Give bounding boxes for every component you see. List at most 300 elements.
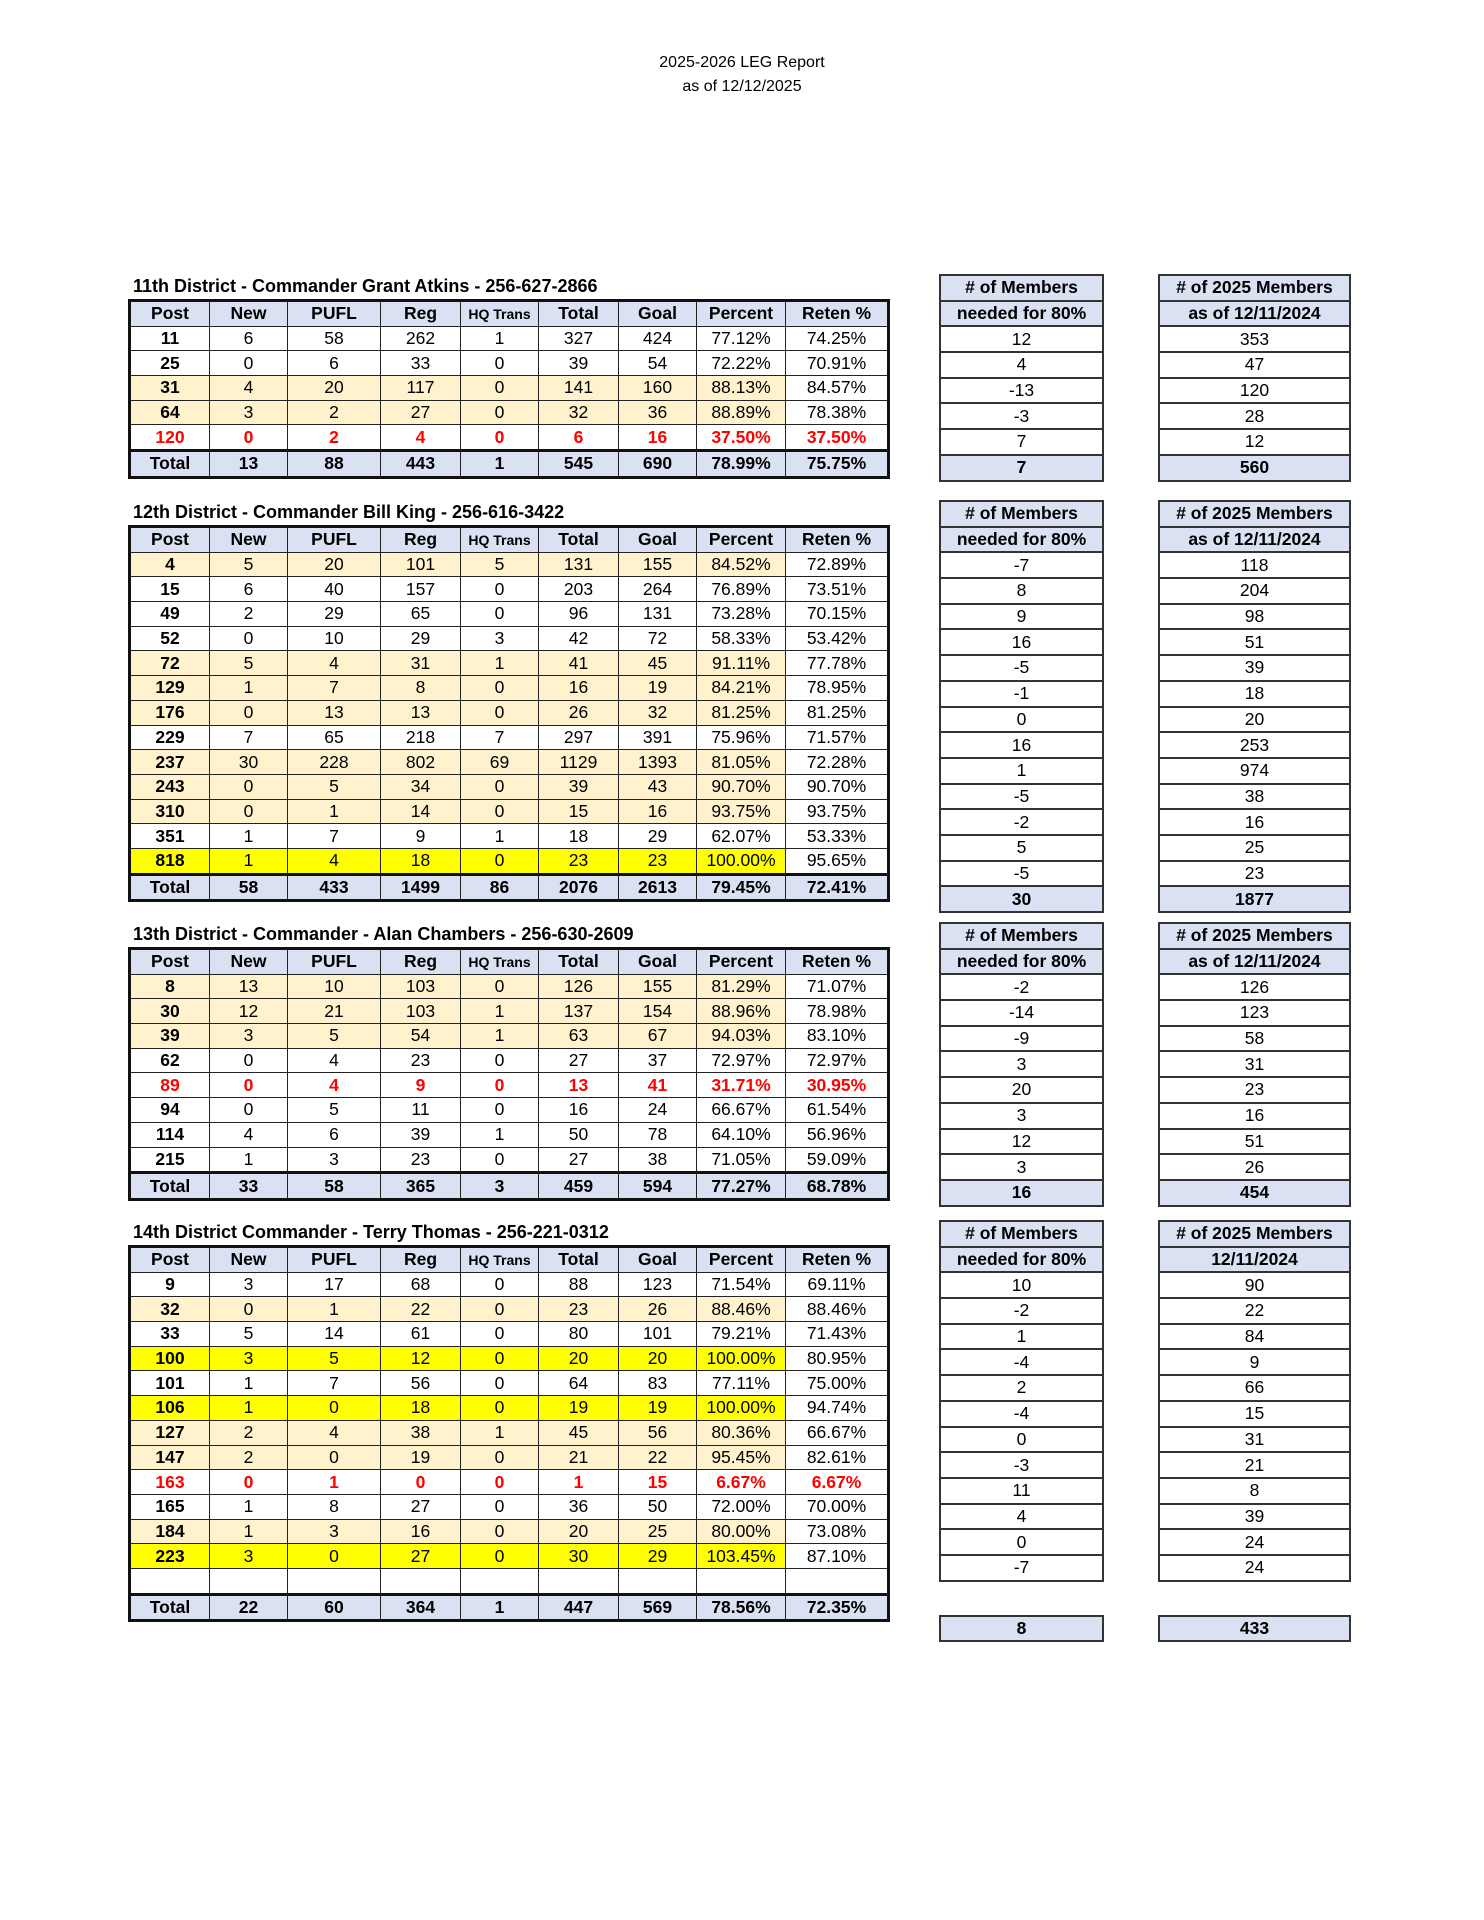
cell-reten: 95.65% bbox=[786, 848, 889, 874]
column-header-pufl: PUFL bbox=[288, 301, 381, 327]
members-value: 16 bbox=[1159, 809, 1350, 835]
cell-total: 137 bbox=[539, 999, 619, 1024]
table-row bbox=[130, 774, 889, 799]
cell-hq-trans: 0 bbox=[461, 799, 539, 824]
members-value: 8 bbox=[1159, 1478, 1350, 1504]
total-reg: 1499 bbox=[381, 874, 461, 901]
cell-new: 3 bbox=[210, 400, 288, 425]
table-row bbox=[130, 1322, 889, 1347]
members-value: 58 bbox=[1159, 1026, 1350, 1052]
side-row bbox=[940, 1272, 1103, 1298]
members-header-line1: # of 2025 Members bbox=[1159, 275, 1350, 301]
cell-reten: 83.10% bbox=[786, 1024, 889, 1049]
cell-percent: 100.00% bbox=[697, 1396, 786, 1421]
cell-reg: 12 bbox=[381, 1346, 461, 1371]
column-header-total: Total bbox=[539, 949, 619, 975]
cell-post: 229 bbox=[130, 725, 210, 750]
needed-value: -5 bbox=[940, 655, 1103, 681]
district-table bbox=[128, 1245, 890, 1622]
side-row bbox=[1159, 835, 1350, 861]
side-row bbox=[1159, 861, 1350, 887]
cell-percent: 81.05% bbox=[697, 750, 786, 775]
cell-reten: 77.78% bbox=[786, 651, 889, 676]
side-total-row bbox=[1159, 1180, 1350, 1206]
total-goal: 2613 bbox=[619, 874, 697, 901]
cell-post: 4 bbox=[130, 552, 210, 577]
cell-post: 127 bbox=[130, 1420, 210, 1445]
table-row bbox=[130, 676, 889, 701]
side-row bbox=[1159, 1349, 1350, 1375]
cell-reg: 9 bbox=[381, 1073, 461, 1098]
side-row bbox=[940, 1129, 1103, 1155]
column-header-new: New bbox=[210, 1247, 288, 1273]
table-row bbox=[130, 999, 889, 1024]
members-header-line1: # of 2025 Members bbox=[1159, 1221, 1350, 1247]
side-header-row bbox=[940, 301, 1103, 327]
cell-reten: 61.54% bbox=[786, 1098, 889, 1123]
cell-reg: 27 bbox=[381, 1544, 461, 1569]
cell-post: 32 bbox=[130, 1297, 210, 1322]
members-header-line2: as of 12/11/2024 bbox=[1159, 527, 1350, 553]
cell-goal: 15 bbox=[619, 1470, 697, 1495]
total-percent: 78.99% bbox=[697, 451, 786, 478]
total-reg: 365 bbox=[381, 1173, 461, 1200]
side-row bbox=[1159, 1427, 1350, 1453]
cell-hq-trans: 0 bbox=[461, 676, 539, 701]
total-hq-trans: 3 bbox=[461, 1173, 539, 1200]
cell-post: 39 bbox=[130, 1024, 210, 1049]
total-post: Total bbox=[130, 1173, 210, 1200]
empty-cell bbox=[288, 1568, 381, 1594]
side-row bbox=[1159, 974, 1350, 1000]
total-new: 13 bbox=[210, 451, 288, 478]
side-header-row bbox=[1159, 1247, 1350, 1273]
members-value: 31 bbox=[1159, 1427, 1350, 1453]
total-pufl: 60 bbox=[288, 1594, 381, 1621]
cell-new: 0 bbox=[210, 351, 288, 376]
needed-header-line1: # of Members bbox=[940, 275, 1103, 301]
side-row bbox=[940, 604, 1103, 630]
cell-total: 27 bbox=[539, 1048, 619, 1073]
cell-goal: 19 bbox=[619, 676, 697, 701]
side-row bbox=[1159, 604, 1350, 630]
cell-new: 6 bbox=[210, 326, 288, 351]
cell-pufl: 5 bbox=[288, 1098, 381, 1123]
blank-row bbox=[130, 1568, 889, 1594]
table-row bbox=[130, 1445, 889, 1470]
total-reg: 364 bbox=[381, 1594, 461, 1621]
cell-goal: 67 bbox=[619, 1024, 697, 1049]
members-table bbox=[1158, 274, 1351, 482]
cell-reg: 23 bbox=[381, 1048, 461, 1073]
column-header-new: New bbox=[210, 949, 288, 975]
needed-value: 0 bbox=[940, 1529, 1103, 1555]
table-row bbox=[130, 400, 889, 425]
empty-cell bbox=[381, 1568, 461, 1594]
cell-total: 6 bbox=[539, 425, 619, 451]
side-row bbox=[1159, 809, 1350, 835]
cell-total: 39 bbox=[539, 774, 619, 799]
cell-pufl: 3 bbox=[288, 1147, 381, 1173]
total-reten: 72.41% bbox=[786, 874, 889, 901]
cell-hq-trans: 0 bbox=[461, 1371, 539, 1396]
cell-total: 21 bbox=[539, 1445, 619, 1470]
cell-percent: 84.21% bbox=[697, 676, 786, 701]
cell-percent: 77.12% bbox=[697, 326, 786, 351]
table-row bbox=[130, 1494, 889, 1519]
cell-new: 0 bbox=[210, 425, 288, 451]
cell-pufl: 4 bbox=[288, 848, 381, 874]
side-row bbox=[940, 1375, 1103, 1401]
cell-goal: 29 bbox=[619, 1544, 697, 1569]
needed-value: 2 bbox=[940, 1375, 1103, 1401]
members-value: 39 bbox=[1159, 1504, 1350, 1530]
cell-reg: 56 bbox=[381, 1371, 461, 1396]
side-row bbox=[940, 1349, 1103, 1375]
cell-post: 25 bbox=[130, 351, 210, 376]
cell-percent: 71.54% bbox=[697, 1272, 786, 1297]
column-header-percent: Percent bbox=[697, 527, 786, 553]
cell-goal: 45 bbox=[619, 651, 697, 676]
cell-new: 1 bbox=[210, 1396, 288, 1421]
needed-total: 8 bbox=[939, 1615, 1104, 1642]
cell-percent: 72.97% bbox=[697, 1048, 786, 1073]
district-title: 14th District Commander - Terry Thomas - 256-221-0312 bbox=[133, 1222, 609, 1242]
table-row bbox=[130, 651, 889, 676]
table-row bbox=[130, 1346, 889, 1371]
empty-cell bbox=[786, 1568, 889, 1594]
cell-goal: 22 bbox=[619, 1445, 697, 1470]
cell-pufl: 5 bbox=[288, 1024, 381, 1049]
side-row bbox=[1159, 681, 1350, 707]
needed-value: 4 bbox=[940, 352, 1103, 378]
cell-pufl: 6 bbox=[288, 351, 381, 376]
side-row bbox=[940, 681, 1103, 707]
cell-reten: 71.57% bbox=[786, 725, 889, 750]
cell-hq-trans: 0 bbox=[461, 1297, 539, 1322]
side-row bbox=[1159, 552, 1350, 578]
cell-pufl: 5 bbox=[288, 774, 381, 799]
table-row bbox=[130, 326, 889, 351]
column-header-goal: Goal bbox=[619, 527, 697, 553]
cell-reten: 78.95% bbox=[786, 676, 889, 701]
cell-total: 50 bbox=[539, 1122, 619, 1147]
needed-value: 16 bbox=[940, 629, 1103, 655]
members-value: 38 bbox=[1159, 784, 1350, 810]
side-header-row bbox=[1159, 1221, 1350, 1247]
cell-pufl: 20 bbox=[288, 376, 381, 401]
side-row bbox=[1159, 352, 1350, 378]
cell-pufl: 228 bbox=[288, 750, 381, 775]
side-row bbox=[940, 1298, 1103, 1324]
total-hq-trans: 1 bbox=[461, 1594, 539, 1621]
needed-value: 16 bbox=[940, 732, 1103, 758]
side-row bbox=[1159, 578, 1350, 604]
cell-reg: 4 bbox=[381, 425, 461, 451]
table-row bbox=[130, 626, 889, 651]
side-row bbox=[1159, 1504, 1350, 1530]
district-table bbox=[128, 525, 890, 902]
cell-goal: 155 bbox=[619, 552, 697, 577]
members-value: 47 bbox=[1159, 352, 1350, 378]
column-header-total: Total bbox=[539, 527, 619, 553]
cell-total: 23 bbox=[539, 848, 619, 874]
needed-value: -7 bbox=[940, 1555, 1103, 1581]
members-value: 84 bbox=[1159, 1324, 1350, 1350]
cell-new: 7 bbox=[210, 725, 288, 750]
cell-pufl: 0 bbox=[288, 1396, 381, 1421]
column-header-pufl: PUFL bbox=[288, 949, 381, 975]
table-row bbox=[130, 1073, 889, 1098]
cell-reten: 78.98% bbox=[786, 999, 889, 1024]
side-row bbox=[1159, 1051, 1350, 1077]
side-header-row bbox=[940, 1221, 1103, 1247]
cell-reg: 34 bbox=[381, 774, 461, 799]
cell-post: 72 bbox=[130, 651, 210, 676]
cell-total: 20 bbox=[539, 1519, 619, 1544]
header-row bbox=[130, 1247, 889, 1273]
side-row bbox=[1159, 1026, 1350, 1052]
needed-total: 30 bbox=[940, 886, 1103, 912]
cell-reg: 31 bbox=[381, 651, 461, 676]
cell-goal: 1393 bbox=[619, 750, 697, 775]
side-row bbox=[1159, 629, 1350, 655]
report-title: 2025-2026 LEG Report bbox=[659, 54, 825, 71]
cell-pufl: 65 bbox=[288, 725, 381, 750]
cell-hq-trans: 1 bbox=[461, 824, 539, 849]
members-value: 18 bbox=[1159, 681, 1350, 707]
cell-hq-trans: 1 bbox=[461, 326, 539, 351]
needed-value: 7 bbox=[940, 429, 1103, 455]
needed-value: 4 bbox=[940, 1504, 1103, 1530]
cell-pufl: 17 bbox=[288, 1272, 381, 1297]
cell-reten: 30.95% bbox=[786, 1073, 889, 1098]
cell-pufl: 1 bbox=[288, 799, 381, 824]
column-header-post: Post bbox=[130, 949, 210, 975]
cell-percent: 81.25% bbox=[697, 700, 786, 725]
cell-reg: 802 bbox=[381, 750, 461, 775]
needed-total: 7 bbox=[940, 455, 1103, 481]
cell-total: 141 bbox=[539, 376, 619, 401]
cell-goal: 16 bbox=[619, 425, 697, 451]
side-row bbox=[1159, 655, 1350, 681]
cell-post: 94 bbox=[130, 1098, 210, 1123]
members-value: 21 bbox=[1159, 1452, 1350, 1478]
cell-pufl: 5 bbox=[288, 1346, 381, 1371]
side-row bbox=[1159, 1298, 1350, 1324]
cell-total: 23 bbox=[539, 1297, 619, 1322]
table-row bbox=[130, 848, 889, 874]
cell-new: 1 bbox=[210, 1519, 288, 1544]
column-header-post: Post bbox=[130, 1247, 210, 1273]
cell-hq-trans: 1 bbox=[461, 1024, 539, 1049]
cell-goal: 24 bbox=[619, 1098, 697, 1123]
cell-hq-trans: 0 bbox=[461, 848, 539, 874]
needed-table bbox=[939, 922, 1104, 1207]
cell-total: 64 bbox=[539, 1371, 619, 1396]
cell-total: 27 bbox=[539, 1147, 619, 1173]
cell-reg: 27 bbox=[381, 400, 461, 425]
total-hq-trans: 86 bbox=[461, 874, 539, 901]
side-row bbox=[940, 429, 1103, 455]
cell-post: 165 bbox=[130, 1494, 210, 1519]
members-value: 118 bbox=[1159, 552, 1350, 578]
cell-pufl: 7 bbox=[288, 824, 381, 849]
side-header-row bbox=[1159, 275, 1350, 301]
cell-total: 41 bbox=[539, 651, 619, 676]
cell-percent: 62.07% bbox=[697, 824, 786, 849]
cell-reg: 19 bbox=[381, 1445, 461, 1470]
cell-pufl: 4 bbox=[288, 1073, 381, 1098]
side-total-row bbox=[940, 886, 1103, 912]
members-header-line2: as of 12/11/2024 bbox=[1159, 949, 1350, 975]
cell-total: 36 bbox=[539, 1494, 619, 1519]
cell-hq-trans: 0 bbox=[461, 400, 539, 425]
members-table bbox=[1158, 1220, 1351, 1582]
column-header-reten: Reten % bbox=[786, 949, 889, 975]
needed-value: -14 bbox=[940, 1000, 1103, 1026]
side-row bbox=[940, 1103, 1103, 1129]
cell-post: 101 bbox=[130, 1371, 210, 1396]
cell-percent: 64.10% bbox=[697, 1122, 786, 1147]
cell-hq-trans: 0 bbox=[461, 1098, 539, 1123]
column-header-reg: Reg bbox=[381, 1247, 461, 1273]
cell-goal: 41 bbox=[619, 1073, 697, 1098]
column-header-hq-trans: HQ Trans bbox=[461, 949, 539, 975]
needed-value: 11 bbox=[940, 1478, 1103, 1504]
members-value: 28 bbox=[1159, 403, 1350, 429]
side-row bbox=[940, 784, 1103, 810]
column-header-percent: Percent bbox=[697, 301, 786, 327]
cell-percent: 100.00% bbox=[697, 1346, 786, 1371]
cell-goal: 154 bbox=[619, 999, 697, 1024]
cell-new: 0 bbox=[210, 700, 288, 725]
side-header-row bbox=[940, 949, 1103, 975]
needed-header-line2: needed for 80% bbox=[940, 301, 1103, 327]
side-header-row bbox=[940, 527, 1103, 553]
side-row bbox=[940, 1478, 1103, 1504]
needed-value: -1 bbox=[940, 681, 1103, 707]
side-row bbox=[940, 1555, 1103, 1581]
column-header-percent: Percent bbox=[697, 949, 786, 975]
side-row bbox=[1159, 1324, 1350, 1350]
column-header-reg: Reg bbox=[381, 527, 461, 553]
cell-percent: 72.22% bbox=[697, 351, 786, 376]
cell-reg: 16 bbox=[381, 1519, 461, 1544]
side-row bbox=[1159, 1401, 1350, 1427]
cell-percent: 72.00% bbox=[697, 1494, 786, 1519]
side-row bbox=[1159, 1478, 1350, 1504]
cell-total: 203 bbox=[539, 577, 619, 602]
side-row bbox=[940, 707, 1103, 733]
total-reten: 68.78% bbox=[786, 1173, 889, 1200]
side-row bbox=[940, 578, 1103, 604]
cell-goal: 37 bbox=[619, 1048, 697, 1073]
table-row bbox=[130, 1470, 889, 1495]
cell-percent: 91.11% bbox=[697, 651, 786, 676]
cell-post: 106 bbox=[130, 1396, 210, 1421]
needed-value: 3 bbox=[940, 1154, 1103, 1180]
cell-hq-trans: 0 bbox=[461, 1396, 539, 1421]
cell-hq-trans: 0 bbox=[461, 1147, 539, 1173]
total-post: Total bbox=[130, 874, 210, 901]
cell-new: 3 bbox=[210, 1544, 288, 1569]
needed-value: 0 bbox=[940, 1427, 1103, 1453]
cell-total: 42 bbox=[539, 626, 619, 651]
side-row bbox=[940, 1401, 1103, 1427]
cell-new: 5 bbox=[210, 651, 288, 676]
members-value: 9 bbox=[1159, 1349, 1350, 1375]
cell-percent: 71.05% bbox=[697, 1147, 786, 1173]
total-row bbox=[130, 451, 889, 478]
members-header-line2: as of 12/11/2024 bbox=[1159, 301, 1350, 327]
side-row bbox=[1159, 1529, 1350, 1555]
cell-post: 15 bbox=[130, 577, 210, 602]
cell-reten: 82.61% bbox=[786, 1445, 889, 1470]
needed-value: 3 bbox=[940, 1051, 1103, 1077]
cell-total: 39 bbox=[539, 351, 619, 376]
column-header-goal: Goal bbox=[619, 301, 697, 327]
column-header-hq-trans: HQ Trans bbox=[461, 527, 539, 553]
members-header-line1: # of 2025 Members bbox=[1159, 501, 1350, 527]
total-row bbox=[130, 1173, 889, 1200]
needed-header-line2: needed for 80% bbox=[940, 949, 1103, 975]
cell-new: 0 bbox=[210, 626, 288, 651]
cell-total: 15 bbox=[539, 799, 619, 824]
cell-post: 114 bbox=[130, 1122, 210, 1147]
cell-pufl: 58 bbox=[288, 326, 381, 351]
side-row bbox=[940, 835, 1103, 861]
members-total: 433 bbox=[1158, 1615, 1351, 1642]
cell-hq-trans: 69 bbox=[461, 750, 539, 775]
cell-hq-trans: 0 bbox=[461, 1272, 539, 1297]
members-header-line1: # of 2025 Members bbox=[1159, 923, 1350, 949]
header-row bbox=[130, 949, 889, 975]
members-value: 353 bbox=[1159, 326, 1350, 352]
cell-reten: 84.57% bbox=[786, 376, 889, 401]
cell-hq-trans: 5 bbox=[461, 552, 539, 577]
total-goal: 569 bbox=[619, 1594, 697, 1621]
cell-pufl: 20 bbox=[288, 552, 381, 577]
members-value: 51 bbox=[1159, 1129, 1350, 1155]
cell-new: 4 bbox=[210, 376, 288, 401]
cell-reg: 101 bbox=[381, 552, 461, 577]
needed-value: -9 bbox=[940, 1026, 1103, 1052]
cell-percent: 90.70% bbox=[697, 774, 786, 799]
side-row bbox=[940, 378, 1103, 404]
cell-reten: 70.15% bbox=[786, 602, 889, 627]
cell-reten: 72.28% bbox=[786, 750, 889, 775]
side-row bbox=[940, 655, 1103, 681]
cell-percent: 77.11% bbox=[697, 1371, 786, 1396]
side-row bbox=[940, 861, 1103, 887]
column-header-reten: Reten % bbox=[786, 527, 889, 553]
members-value: 12 bbox=[1159, 429, 1350, 455]
cell-reg: 18 bbox=[381, 848, 461, 874]
members-value: 51 bbox=[1159, 629, 1350, 655]
side-row bbox=[940, 352, 1103, 378]
cell-percent: 31.71% bbox=[697, 1073, 786, 1098]
cell-reg: 65 bbox=[381, 602, 461, 627]
side-row bbox=[1159, 1000, 1350, 1026]
cell-reten: 93.75% bbox=[786, 799, 889, 824]
cell-post: 237 bbox=[130, 750, 210, 775]
cell-post: 215 bbox=[130, 1147, 210, 1173]
cell-goal: 54 bbox=[619, 351, 697, 376]
side-row bbox=[1159, 1375, 1350, 1401]
cell-reg: 54 bbox=[381, 1024, 461, 1049]
needed-value: 8 bbox=[940, 578, 1103, 604]
